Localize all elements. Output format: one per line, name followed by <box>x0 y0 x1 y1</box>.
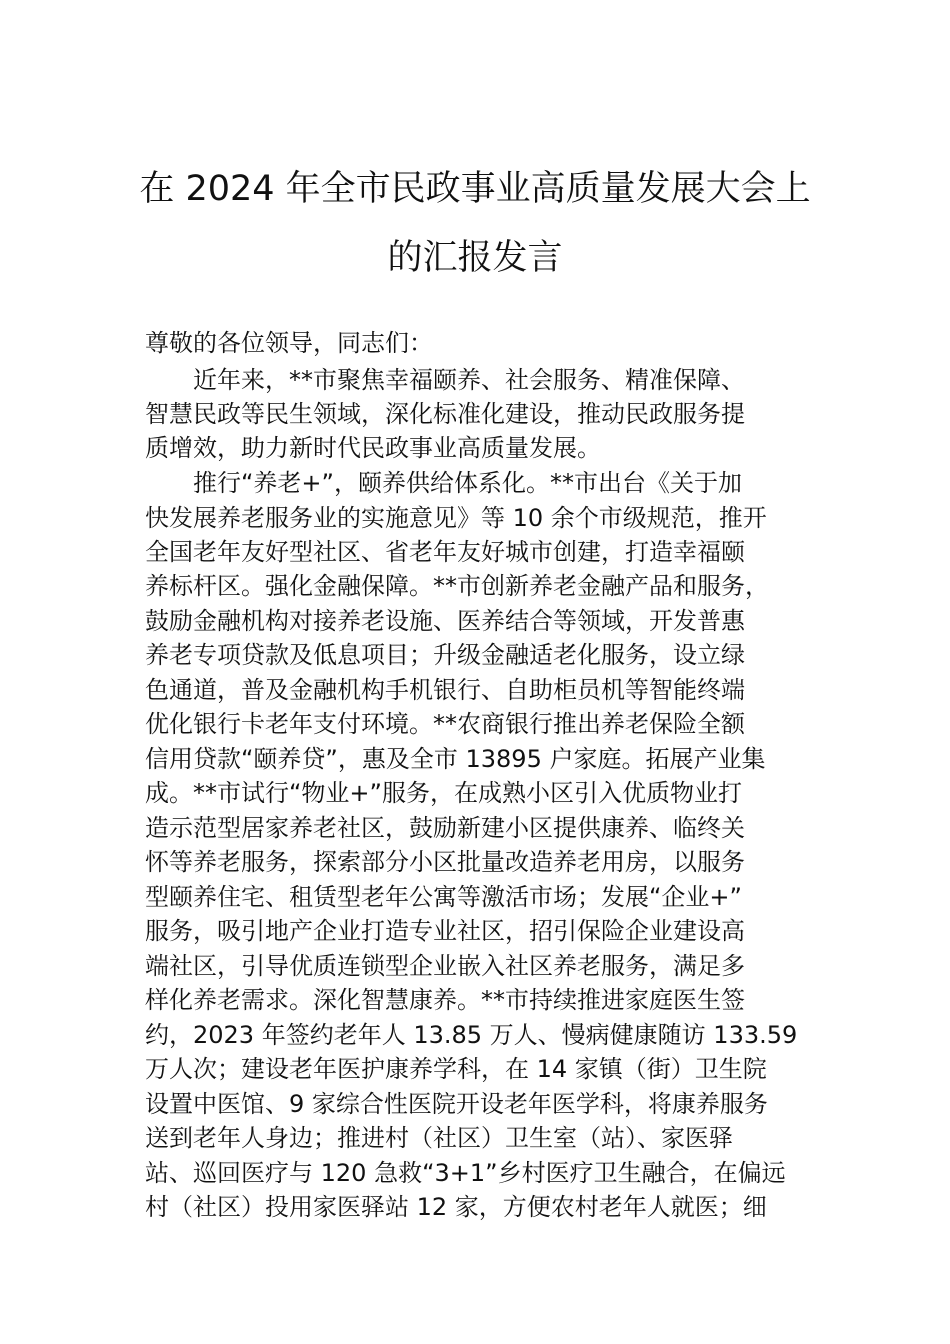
paragraph-line: 养老专项贷款及低息项目；升级金融适老化服务，设立绿 <box>145 641 745 669</box>
paragraph-line: 信用贷款“颐养贷”，惠及全市 13895 户家庭。拓展产业集 <box>145 745 766 773</box>
paragraph-line: 村（社区）投用家医驿站 12 家，方便农村老年人就医；细 <box>145 1193 767 1221</box>
paragraph-line: 色通道，普及金融机构手机银行、自助柜员机等智能终端 <box>145 676 745 704</box>
paragraph-line: 服务，吸引地产企业打造专业社区，招引保险企业建设高 <box>145 917 745 945</box>
paragraph-line: 成。**市试行“物业+”服务，在成熟小区引入优质物业打 <box>145 779 742 807</box>
paragraph-line: 近年来，**市聚焦幸福颐养、社会服务、精准保障、 <box>193 366 745 394</box>
document-title-line-1: 在 2024 年全市民政事业高质量发展大会上 <box>139 169 811 209</box>
document-title-line-2: 的汇报发言 <box>387 238 563 278</box>
paragraph-line: 快发展养老服务业的实施意见》等 10 余个市级规范，推开 <box>145 504 767 532</box>
paragraph-line: 造示范型居家养老社区，鼓励新建小区提供康养、临终关 <box>145 814 745 842</box>
paragraph-line: 送到老年人身边；推进村（社区）卫生室（站）、家医驿 <box>145 1124 733 1152</box>
paragraph-line: 养标杆区。强化金融保障。**市创新养老金融产品和服务， <box>145 572 769 600</box>
paragraph-line: 端社区，引导优质连锁型企业嵌入社区养老服务，满足多 <box>145 952 745 980</box>
paragraph-line: 样化养老需求。深化智慧康养。**市持续推进家庭医生签 <box>145 986 745 1014</box>
paragraph-line: 万人次；建设老年医护康养学科，在 14 家镇（街）卫生院 <box>145 1055 767 1083</box>
paragraph-line: 怀等养老服务，探索部分小区批量改造养老用房，以服务 <box>145 848 745 876</box>
paragraph-line: 设置中医馆、9 家综合性医院开设老年医学科，将康养服务 <box>145 1090 768 1118</box>
paragraph-line: 全国老年友好型社区、省老年友好城市创建，打造幸福颐 <box>145 538 745 566</box>
paragraph-line: 智慧民政等民生领域，深化标准化建设，推动民政服务提 <box>145 400 745 428</box>
paragraph-line: 约，2023 年签约老年人 13.85 万人、慢病健康随访 133.59 <box>145 1021 798 1049</box>
paragraph-line: 优化银行卡老年支付环境。**农商银行推出养老保险全额 <box>145 710 745 738</box>
salutation: 尊敬的各位领导，同志们： <box>145 329 433 357</box>
paragraph-line: 型颐养住宅、租赁型老年公寓等激活市场；发展“企业+” <box>145 883 742 911</box>
paragraph-line: 鼓励金融机构对接养老设施、医养结合等领域，开发普惠 <box>145 607 745 635</box>
paragraph-line: 推行“养老+”，颐养供给体系化。**市出台《关于加 <box>193 469 742 497</box>
paragraph-line: 站、巡回医疗与 120 急救“3+1”乡村医疗卫生融合，在偏远 <box>145 1159 786 1187</box>
paragraph-line: 质增效，助力新时代民政事业高质量发展。 <box>145 434 601 462</box>
